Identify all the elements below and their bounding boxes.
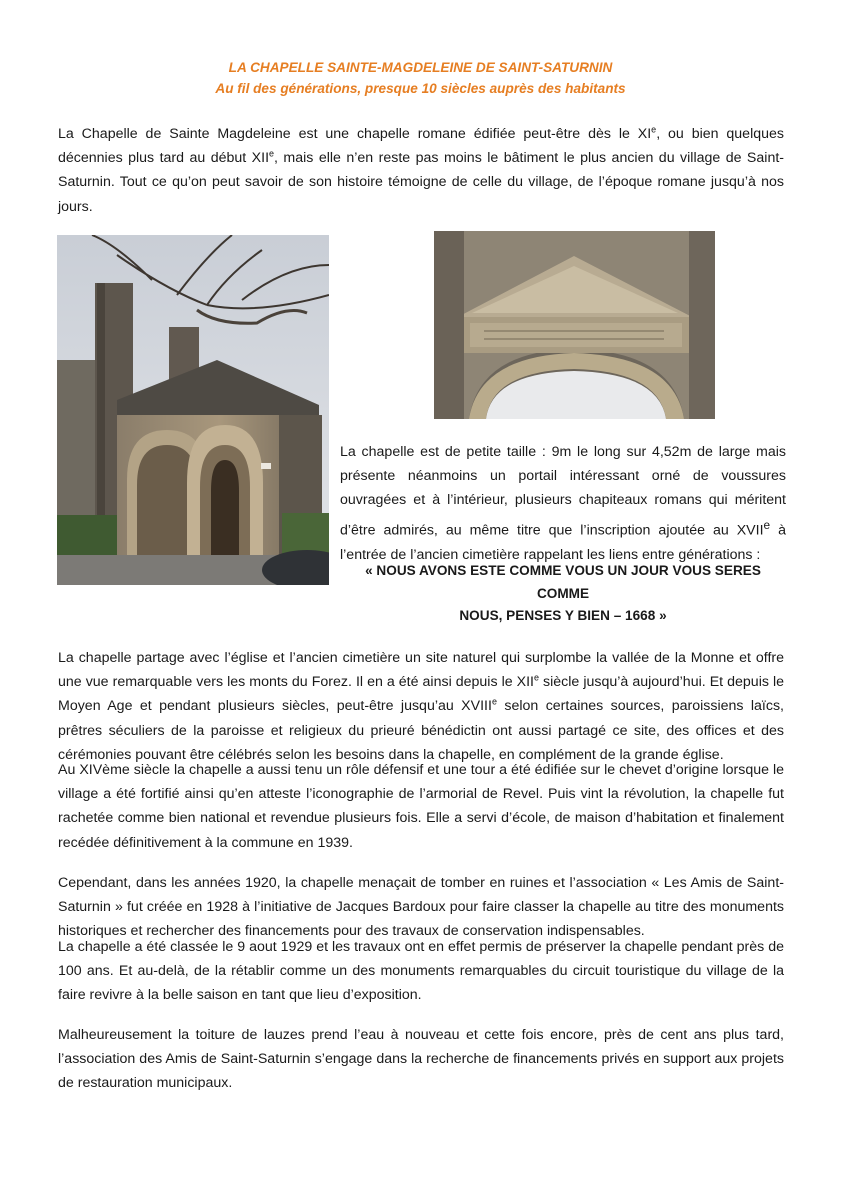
inscription-quote xyxy=(338,560,788,628)
quote-line-1: « NOUS AVONS ESTE COMME VOUS UN JOUR VOUS SERES COMME xyxy=(365,563,761,601)
title-line: LA CHAPELLE SAINTE-MAGDELEINE DE SAINT-SATURNIN xyxy=(228,60,613,75)
inscription-lintel-photo xyxy=(434,231,715,419)
quote-line-2: NOUS, PENSES Y BIEN – 1668 » xyxy=(459,608,667,623)
restoration-association-paragraph: Cependant, dans les années 1920, la chapelle menaçait de tomber en ruines et l’association « Les Amis de Saint-Saturnin » fut créée en 1928 à l’initiative de Jacques Bardoux pour faire classer la chapelle au titre des monuments historiques et rechercher des financements pour des travaux de conservation indispensables. xyxy=(58,875,784,940)
classification-paragraph: La chapelle a été classée le 9 aout 1929 et les travaux ont en effet permis de préserver la chapelle pendant près de 100 ans. Et au-delà, de la rétablir comme un des monuments remarquables du circuit touristique du village de la faire revivre à la belle saison en tant que lieu d’exposition. xyxy=(58,939,784,1004)
defensive-role-paragraph: Au XIVème siècle la chapelle a aussi tenu un rôle défensif et une tour a été édifiée sur le chevet d’origine lorsque le village a été fortifié ainsi qu’en atteste l’iconographie de l’armorial de Revel. Puis vint la révolution, la chapelle fut rachetée comme bien national et revendue plusieurs fois. Elle a servi d’école, de maison d’habitation et finalement recédée définitivement à la commune en 1939. xyxy=(58,762,784,851)
chapel-exterior-photo xyxy=(57,235,329,585)
roof-appeal-paragraph: Malheureusement la toiture de lauzes prend l’eau à nouveau et cette fois encore, près de cent ans plus tard, l’association des Amis de Saint-Saturnin s’engage dans la recherche de financements privés en support aux projets de restauration municipaux. xyxy=(58,1027,784,1092)
site-history-paragraph: La chapelle partage avec l’église et l’ancien cimetière un site naturel qui surplombe la vallée de la Monne et offre une vue remarquable vers les monts du Forez. Il en a été ainsi depuis le XIIe siècle jusqu’à aujourd’hui. Et depuis le Moyen Age et pendant plusieurs siècles, peut-être jusqu’au XVIIIe selon certaines sources, paroissiens laïcs, prêtres séculiers de la paroisse et religieux du prieuré bénédictin ont aussi partagé ce site, des offices et des cérémonies pouvant être célébrés selon les besoins dans la chapelle, en complément de la grande église. xyxy=(58,650,785,763)
chapel-description-caption: La chapelle est de petite taille : 9m le long sur 4,52m de large mais présente néanmoins un portail intéressant orné de voussures ouvragées et à l’intérieur, plusieurs chapiteaux romans qui méritent d’être admirés, au même titre que l’inscription ajoutée au XVIIe à l’entrée de l’ancien cimetière rappelant les liens entre générations : xyxy=(340,444,786,563)
document-title xyxy=(0,57,841,99)
intro-paragraph: La Chapelle de Sainte Magdeleine est une chapelle romane édifiée peut-être dès le XIe, ou bien quelques décennies plus tard au début XIIe, mais elle n’en reste pas moins le bâtiment le plus ancien du village de Saint-Saturnin. Tout ce qu’on peut savoir de son histoire témoigne de celle du village, de l’époque romane jusqu’à nos jours. xyxy=(58,124,784,215)
subtitle-line: Au fil des générations, presque 10 siècles auprès des habitants xyxy=(215,81,626,96)
